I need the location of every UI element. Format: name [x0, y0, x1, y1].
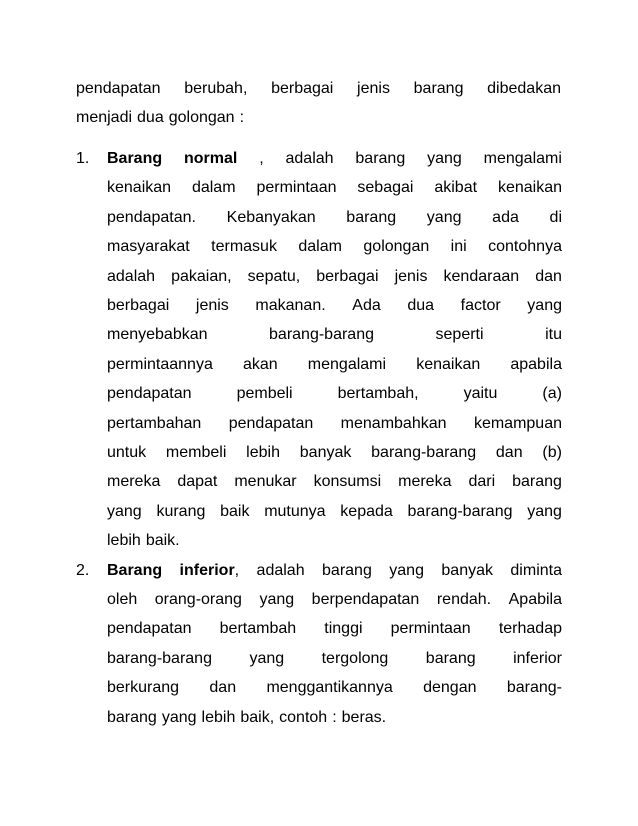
list-item-number: 2.	[76, 561, 90, 579]
list-item-line: masyarakat termasuk dalam golongan ini contohnya	[107, 238, 562, 256]
list-item-line: menyebabkan barang-barang seperti itu	[107, 326, 562, 344]
list-item-line: untuk membeli lebih banyak barang-barang dan (b)	[107, 444, 562, 461]
list-item-line: pendapatan. Kebanyakan barang yang ada di	[107, 208, 562, 226]
list-item-line: barang yang lebih baik, contoh : beras.	[107, 708, 387, 726]
list-item-line: barang-barang yang tergolong barang inferior	[107, 649, 562, 667]
list-item-line: Barang inferior, adalah barang yang banyak diminta 2.	[107, 558, 562, 584]
list-item-line: oleh orang-orang yang berpendapatan rendah. Apabila	[107, 591, 562, 608]
intro-text-line: menjadi dua golongan :	[76, 109, 245, 127]
list-item-line: kenaikan dalam permintaan sebagai akibat kenaikan	[107, 179, 562, 197]
list-item-line: mereka dapat menukar konsumsi mereka dari barang	[107, 473, 562, 491]
list-item-number: 1.	[76, 150, 90, 167]
intro-text-line: pendapatan berubah, berbagai jenis barang dibedakan	[76, 80, 561, 97]
list-item-line: adalah pakaian, sepatu, berbagai jenis kendaraan dan	[107, 267, 562, 285]
list-item-line: permintaannya akan mengalami kenaikan apabila	[107, 355, 562, 373]
list-item-line: lebih baik.	[107, 532, 180, 550]
list-item-line: yang kurang baik mutunya kepada barang-barang yang	[107, 502, 562, 520]
list-item-line: pendapatan pembeli bertambah, yaitu (a)	[107, 385, 562, 403]
list-item-line: Barang normal , adalah barang yang mengalami 1.	[107, 146, 562, 172]
list-item-line: pendapatan bertambah tinggi permintaan terhadap	[107, 620, 562, 638]
list-item-line: berkurang dan menggantikannya dengan barang-	[107, 679, 562, 697]
list-item-line: pertambahan pendapatan menambahkan kemampuan	[107, 414, 562, 432]
list-item-line: berbagai jenis makanan. Ada dua factor yang	[107, 297, 562, 314]
